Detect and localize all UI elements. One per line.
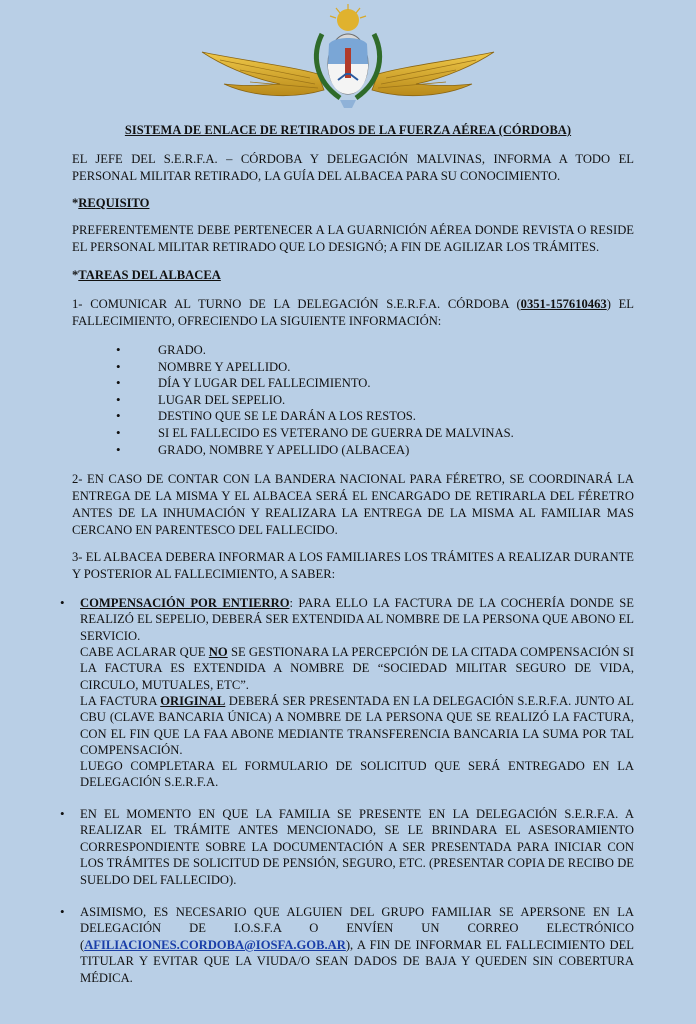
list-item: • GRADO. <box>72 342 632 359</box>
factura-original-paragraph: LA FACTURA ORIGINAL DEBERÁ SER PRESENTADA EN LA DELEGACIÓN S.E.R.F.A. JUNTO AL CBU (CLAVE BANCARIA ÚNICA) A NOMBRE DE LA PERSONA QUE SE REALIZÓ LA FACTURA, CON EL FIN QUE LA FAA ABONE MEDIANTE TRANSFERENCIA BANCARIA LA SUMA POR TAL COMPENSACIÓN. <box>80 694 634 758</box>
requisito-heading: *REQUISITO <box>72 196 150 210</box>
bullet-icon: • <box>60 806 65 821</box>
list-item: • DÍA Y LUGAR DEL FALLECIMIENTO. <box>72 375 632 392</box>
iosfa-paragraph: ASIMISMO, ES NECESARIO QUE ALGUIEN DEL GRUPO FAMILIAR SE APERSONE EN LA DELEGACIÓN DE I.O.S.F.A O ENVÍEN UN CORREO ELECTRÓNICO (AFILIACIONES.CORDOBA@IOSFA.GOB.AR), A FIN DE INFORMAR EL FALLECIMIENTO DEL TITULAR Y EVITAR QUE LA VIUDA/O SEAN DADOS DE BAJA Y QUEDEN SIN COBERTURA MÉDICA. <box>80 905 634 985</box>
tarea-item-2: 2- EN CASO DE CONTAR CON LA BANDERA NACIONAL PARA FÉRETRO, SE COORDINARÁ LA ENTREGA DE LA MISMA Y EL ALBACEA SERÁ EL ENCARGADO DE RETIRARLA DEL FÉRETRO ANTES DE LA INHUMACIÓN Y REALIZARA LA ENTREGA DE LA MISMA AL FAMILIAR MAS CERCANO EN PARENTESCO DEL FALLECIDO. <box>72 472 634 537</box>
compensacion-note: CABE ACLARAR QUE NO SE GESTIONARA LA PERCEPCIÓN DE LA CITADA COMPENSACIÓN SI LA FACTURA ES EXTENDIDA A NOMBRE DE “SOCIEDAD MILITAR SEGURO DE VIDA, CIRCULO, MUTUALES, ETC”. <box>80 645 634 692</box>
list-item: • GRADO, NOMBRE Y APELLIDO (ALBACEA) <box>72 442 632 459</box>
compensacion-paragraph: COMPENSACIÓN POR ENTIERRO: PARA ELLO LA FACTURA DE LA COCHERÍA DONDE SE REALIZÓ EL SEPELIO, DEBERÁ SER EXTENDIDA AL NOMBRE DE LA PERSONA QUE ABONO EL SERVICIO. <box>80 596 634 643</box>
list-item: • NOMBRE Y APELLIDO. <box>72 359 632 376</box>
requisito-paragraph: PREFERENTEMENTE DEBE PERTENECER A LA GUARNICIÓN AÉREA DONDE REVISTA O RESIDE EL PERSONAL MILITAR RETIRADO QUE LO DESIGNÓ; A FIN DE AGILIZAR LOS TRÁMITES. <box>72 223 634 254</box>
list-item: • LUGAR DEL SEPELIO. <box>72 392 632 409</box>
compensacion-heading: COMPENSACIÓN POR ENTIERRO <box>80 596 290 610</box>
asesoramiento-paragraph: EN EL MOMENTO EN QUE LA FAMILIA SE PRESENTE EN LA DELEGACIÓN S.E.R.F.A. A REALIZAR EL TRÁMITE ANTES MENCIONADO, SE LE BRINDARA EL ASESORAMIENTO CORRESPONDIENTE SOBRE LA DOCUMENTACIÓN A SER PRESENTADA PARA INICIAR CON LOS TRÁMITES DE SOLICITUD DE PENSIÓN, SEGURO, ETC. (PRESENTAR COPIA DE RECIBO DE SUELDO DEL FALLECIDO). <box>80 807 634 887</box>
list-item: • DESTINO QUE SE LE DARÁN A LOS RESTOS. <box>72 408 632 425</box>
bullet-icon: • <box>60 904 65 919</box>
tarea-item-3: 3- EL ALBACEA DEBERA INFORMAR A LOS FAMILIARES LOS TRÁMITES A REALIZAR DURANTE Y POSTERIOR AL FALLECIMIENTO, A SABER: <box>72 550 634 581</box>
air-force-wings-emblem <box>200 4 496 112</box>
tareas-heading: *TAREAS DEL ALBACEA <box>72 268 221 282</box>
tarea-item-1: 1- COMUNICAR AL TURNO DE LA DELEGACIÓN S.E.R.F.A. CÓRDOBA (0351-157610463) EL FALLECIMIENTO, OFRECIENDO LA SIGUIENTE INFORMACIÓN: <box>72 297 634 328</box>
page-title: SISTEMA DE ENLACE DE RETIRADOS DE LA FUERZA AÉREA (CÓRDOBA) <box>124 123 572 137</box>
intro-paragraph: EL JEFE DEL S.E.R.F.A. – CÓRDOBA Y DELEGACIÓN MALVINAS, INFORMA A TODO EL PERSONAL MILITAR RETIRADO, LA GUÍA DEL ALBACEA PARA SU CONOCIMIENTO. <box>72 152 634 183</box>
email-link[interactable]: AFILIACIONES.CORDOBA@IOSFA.GOB.AR <box>84 937 346 952</box>
info-list <box>72 342 632 458</box>
list-item: • SI EL FALLECIDO ES VETERANO DE GUERRA DE MALVINAS. <box>72 425 632 442</box>
formulario-paragraph: LUEGO COMPLETARA EL FORMULARIO DE SOLICITUD QUE SERÁ ENTREGADO EN LA DELEGACIÓN S.E.R.F.A. <box>80 759 634 790</box>
phone-number: 0351-157610463 <box>520 297 607 311</box>
bullet-icon: • <box>60 595 65 610</box>
